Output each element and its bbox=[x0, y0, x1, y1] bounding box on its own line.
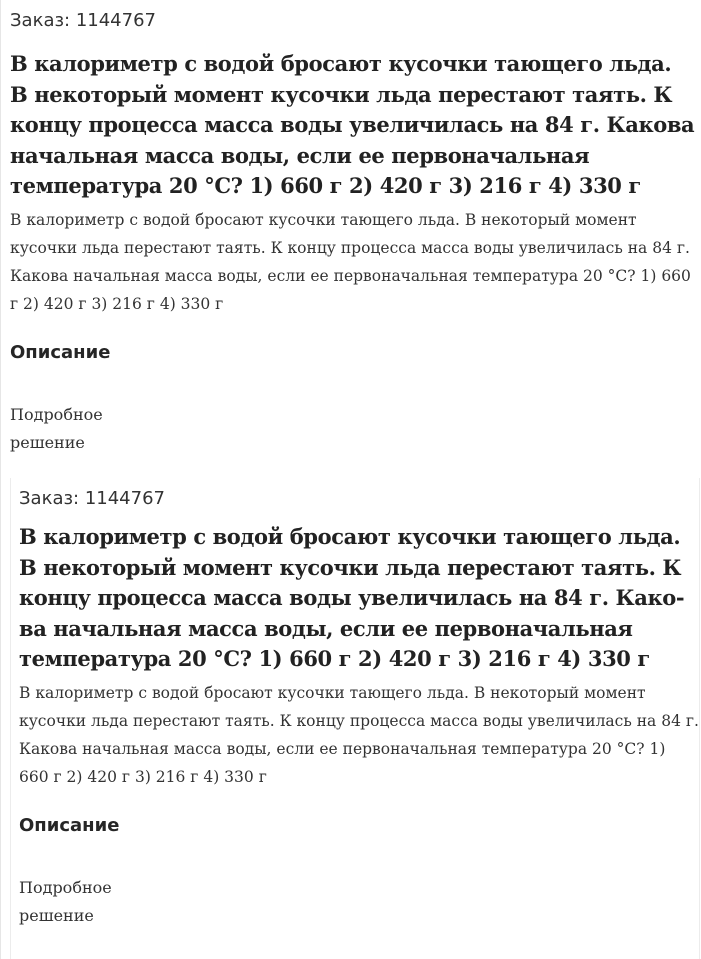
detailed-solution-link[interactable]: Подробное решение bbox=[10, 404, 103, 452]
description-section-title: Описание bbox=[10, 341, 111, 363]
order-number: Заказ: 1144767 bbox=[19, 488, 165, 509]
detailed-solution-link[interactable]: Подробное решение bbox=[19, 877, 112, 925]
description-section-title: Описание bbox=[19, 814, 120, 836]
task-card-2 bbox=[10, 478, 700, 959]
page-left-border bbox=[0, 0, 1, 959]
task-card-1 bbox=[10, 10, 695, 457]
order-number: Заказ: 1144767 bbox=[10, 10, 156, 31]
task-heading: В калориметр с водой бросают кусочки тающего льда. В некоторый момент кусочки льда перестают таять. К концу процесса масса воды увеличилась на 84 г. Какова начальная масса воды, если ее первоначальная температура 20 °С? 1) 660 г 2) 420 г 3) 216 г 4) 330 г bbox=[19, 524, 685, 671]
task-description: В калориметр с водой бросают кусочки тающего льда. В некоторый момент кусочки льда перестают таять. К концу процесса масса воды увеличилась на 84 г. Какова начальная масса воды, если ее первоначальная температура 20 °С? 1) 660 г 2) 420 г 3) 216 г 4) 330 г bbox=[19, 683, 699, 786]
task-description: В калориметр с водой бросают кусочки тающего льда. В некоторый момент кусочки льда перестают таять. К концу процесса масса воды увеличилась на 84 г. Какова начальная масса воды, если ее первоначальная температура 20 °С? 1) 660 г 2) 420 г 3) 216 г 4) 330 г bbox=[10, 210, 691, 313]
task-heading: В калориметр с водой бросают кусочки тающего льда. В некоторый момент кусочки льда перестают таять. К концу процесса масса воды увеличилась на 84 г. Какова начальная масса воды, если ее первоначальная температура 20 °С? 1) 660 г 2) 420 г 3) 216 г 4) 330 г bbox=[10, 51, 695, 198]
